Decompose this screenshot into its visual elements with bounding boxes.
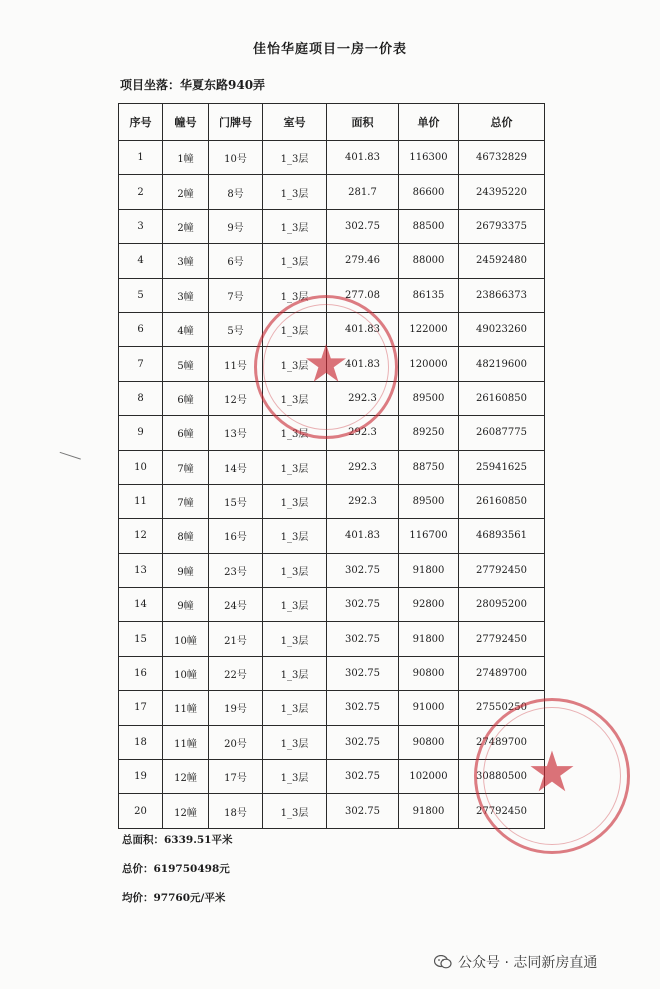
cell-total-price: 26160850: [459, 381, 545, 415]
cell-door-number: 21号: [209, 622, 263, 656]
header-building: 幢号: [163, 104, 209, 141]
cell-index: 17: [119, 691, 163, 725]
cell-door-number: 15号: [209, 484, 263, 518]
cell-building: 6幢: [163, 381, 209, 415]
cell-total-price: 27792450: [459, 794, 545, 828]
cell-unit-price: 116700: [399, 519, 459, 553]
cell-index: 7: [119, 347, 163, 381]
cell-unit-price: 88500: [399, 209, 459, 243]
cell-index: 4: [119, 244, 163, 278]
header-room: 室号: [263, 104, 327, 141]
table-row: [119, 553, 545, 587]
cell-unit-price: 88000: [399, 244, 459, 278]
cell-total-price: 24395220: [459, 175, 545, 209]
wechat-icon: [434, 955, 452, 969]
summary-average-price: 均价：97760元/平米: [122, 892, 226, 904]
cell-area: 401.83: [327, 141, 399, 175]
cell-index: 16: [119, 656, 163, 690]
cell-door-number: 6号: [209, 244, 263, 278]
cell-index: 9: [119, 416, 163, 450]
cell-total-price: 26793375: [459, 209, 545, 243]
cell-index: 18: [119, 725, 163, 759]
cell-door-number: 10号: [209, 141, 263, 175]
cell-room: 1_3层: [263, 209, 327, 243]
cell-total-price: 46732829: [459, 141, 545, 175]
cell-area: 401.83: [327, 347, 399, 381]
cell-total-price: 48219600: [459, 347, 545, 381]
cell-index: 1: [119, 141, 163, 175]
cell-unit-price: 90800: [399, 725, 459, 759]
summary-total-area: 总面积：6339.51平米: [122, 834, 233, 846]
cell-room: 1_3层: [263, 450, 327, 484]
cell-building: 9幢: [163, 588, 209, 622]
cell-unit-price: 90800: [399, 656, 459, 690]
cell-room: 1_3层: [263, 588, 327, 622]
cell-building: 11幢: [163, 725, 209, 759]
cell-building: 11幢: [163, 691, 209, 725]
cell-index: 19: [119, 760, 163, 794]
cell-total-price: 23866373: [459, 278, 545, 312]
table-row: [119, 484, 545, 518]
table-row: [119, 519, 545, 553]
header-index: 序号: [119, 104, 163, 141]
cell-total-price: 25941625: [459, 450, 545, 484]
cell-area: 292.3: [327, 450, 399, 484]
cell-unit-price: 91800: [399, 553, 459, 587]
cell-door-number: 7号: [209, 278, 263, 312]
cell-area: 302.75: [327, 553, 399, 587]
cell-total-price: 26160850: [459, 484, 545, 518]
table-row: [119, 450, 545, 484]
cell-door-number: 17号: [209, 760, 263, 794]
cell-room: 1_3层: [263, 622, 327, 656]
cell-building: 7幢: [163, 450, 209, 484]
cell-door-number: 18号: [209, 794, 263, 828]
cell-room: 1_3层: [263, 553, 327, 587]
cell-door-number: 16号: [209, 519, 263, 553]
cell-building: 4幢: [163, 312, 209, 346]
cell-unit-price: 91800: [399, 622, 459, 656]
cell-area: 302.75: [327, 209, 399, 243]
cell-unit-price: 89500: [399, 381, 459, 415]
cell-index: 14: [119, 588, 163, 622]
cell-door-number: 23号: [209, 553, 263, 587]
cell-area: 302.75: [327, 760, 399, 794]
cell-area: 302.75: [327, 656, 399, 690]
table-row: [119, 691, 545, 725]
cell-building: 1幢: [163, 141, 209, 175]
cell-unit-price: 88750: [399, 450, 459, 484]
cell-unit-price: 102000: [399, 760, 459, 794]
header-area: 面积: [327, 104, 399, 141]
cell-area: 302.75: [327, 622, 399, 656]
table-header-row: [119, 104, 545, 141]
table-row: [119, 209, 545, 243]
table-row: [119, 588, 545, 622]
cell-door-number: 8号: [209, 175, 263, 209]
cell-area: 302.75: [327, 691, 399, 725]
table-body: [119, 141, 545, 829]
cell-room: 1_3层: [263, 519, 327, 553]
table-row: [119, 760, 545, 794]
cell-room: 1_3层: [263, 175, 327, 209]
cell-room: 1_3层: [263, 381, 327, 415]
header-total-price: 总价: [459, 104, 545, 141]
cell-total-price: 28095200: [459, 588, 545, 622]
cell-room: 1_3层: [263, 312, 327, 346]
cell-index: 5: [119, 278, 163, 312]
table-row: [119, 278, 545, 312]
table-row: [119, 416, 545, 450]
cell-area: 292.3: [327, 381, 399, 415]
cell-building: 12幢: [163, 760, 209, 794]
cell-total-price: 24592480: [459, 244, 545, 278]
cell-total-price: 27489700: [459, 725, 545, 759]
cell-door-number: 22号: [209, 656, 263, 690]
project-location: 项目坐落：华夏东路940弄: [120, 78, 266, 92]
table-row: [119, 244, 545, 278]
cell-area: 401.83: [327, 519, 399, 553]
cell-room: 1_3层: [263, 760, 327, 794]
cell-area: 279.46: [327, 244, 399, 278]
header-unit-price: 单价: [399, 104, 459, 141]
cell-door-number: 13号: [209, 416, 263, 450]
cell-unit-price: 86600: [399, 175, 459, 209]
cell-area: 302.75: [327, 725, 399, 759]
cell-door-number: 12号: [209, 381, 263, 415]
cell-door-number: 24号: [209, 588, 263, 622]
cell-total-price: 27489700: [459, 656, 545, 690]
cell-total-price: 30880500: [459, 760, 545, 794]
cell-building: 9幢: [163, 553, 209, 587]
cell-area: 281.7: [327, 175, 399, 209]
cell-total-price: 26087775: [459, 416, 545, 450]
table-row: [119, 175, 545, 209]
cell-index: 6: [119, 312, 163, 346]
red-seal-star-icon: ★: [302, 334, 350, 395]
cell-unit-price: 86135: [399, 278, 459, 312]
cell-door-number: 5号: [209, 312, 263, 346]
cell-room: 1_3层: [263, 691, 327, 725]
price-table: [118, 103, 545, 829]
cell-room: 1_3层: [263, 347, 327, 381]
cell-room: 1_3层: [263, 725, 327, 759]
cell-area: 277.08: [327, 278, 399, 312]
cell-area: 401.83: [327, 312, 399, 346]
cell-door-number: 14号: [209, 450, 263, 484]
cell-building: 5幢: [163, 347, 209, 381]
cell-area: 302.75: [327, 794, 399, 828]
document-title: 佳怡华庭项目一房一价表: [252, 42, 407, 57]
cell-unit-price: 91800: [399, 794, 459, 828]
cell-room: 1_3层: [263, 141, 327, 175]
cell-building: 7幢: [163, 484, 209, 518]
cell-total-price: 27792450: [459, 553, 545, 587]
table-row: [119, 312, 545, 346]
cell-door-number: 20号: [209, 725, 263, 759]
scan-mark: [57, 452, 81, 467]
cell-total-price: 27792450: [459, 622, 545, 656]
cell-unit-price: 89250: [399, 416, 459, 450]
table-row: [119, 725, 545, 759]
cell-index: 15: [119, 622, 163, 656]
red-seal-star-icon: ★: [526, 740, 578, 806]
cell-building: 10幢: [163, 656, 209, 690]
cell-room: 1_3层: [263, 244, 327, 278]
cell-index: 12: [119, 519, 163, 553]
summary-total-price: 总价：619750498元: [122, 863, 230, 875]
cell-building: 8幢: [163, 519, 209, 553]
cell-building: 12幢: [163, 794, 209, 828]
cell-index: 8: [119, 381, 163, 415]
cell-total-price: 46893561: [459, 519, 545, 553]
cell-building: 2幢: [163, 209, 209, 243]
cell-door-number: 19号: [209, 691, 263, 725]
cell-building: 3幢: [163, 244, 209, 278]
cell-index: 20: [119, 794, 163, 828]
cell-unit-price: 92800: [399, 588, 459, 622]
cell-room: 1_3层: [263, 794, 327, 828]
cell-unit-price: 122000: [399, 312, 459, 346]
watermark-text: 公众号 · 志同新房直通: [458, 955, 598, 971]
cell-building: 2幢: [163, 175, 209, 209]
table-row: [119, 347, 545, 381]
cell-area: 292.3: [327, 416, 399, 450]
cell-index: 10: [119, 450, 163, 484]
cell-index: 2: [119, 175, 163, 209]
cell-unit-price: 91000: [399, 691, 459, 725]
cell-unit-price: 89500: [399, 484, 459, 518]
table-row: [119, 381, 545, 415]
cell-index: 11: [119, 484, 163, 518]
cell-building: 6幢: [163, 416, 209, 450]
cell-room: 1_3层: [263, 484, 327, 518]
cell-area: 292.3: [327, 484, 399, 518]
cell-index: 3: [119, 209, 163, 243]
cell-room: 1_3层: [263, 278, 327, 312]
cell-area: 302.75: [327, 588, 399, 622]
cell-unit-price: 120000: [399, 347, 459, 381]
cell-door-number: 9号: [209, 209, 263, 243]
cell-unit-price: 116300: [399, 141, 459, 175]
cell-total-price: 27550250: [459, 691, 545, 725]
cell-room: 1_3层: [263, 416, 327, 450]
cell-index: 13: [119, 553, 163, 587]
cell-building: 3幢: [163, 278, 209, 312]
table-row: [119, 141, 545, 175]
header-door-number: 门牌号: [209, 104, 263, 141]
watermark: [434, 952, 597, 972]
cell-building: 10幢: [163, 622, 209, 656]
cell-door-number: 11号: [209, 347, 263, 381]
cell-total-price: 49023260: [459, 312, 545, 346]
cell-room: 1_3层: [263, 656, 327, 690]
table-row: [119, 622, 545, 656]
table-row: [119, 656, 545, 690]
table-row: [119, 794, 545, 828]
